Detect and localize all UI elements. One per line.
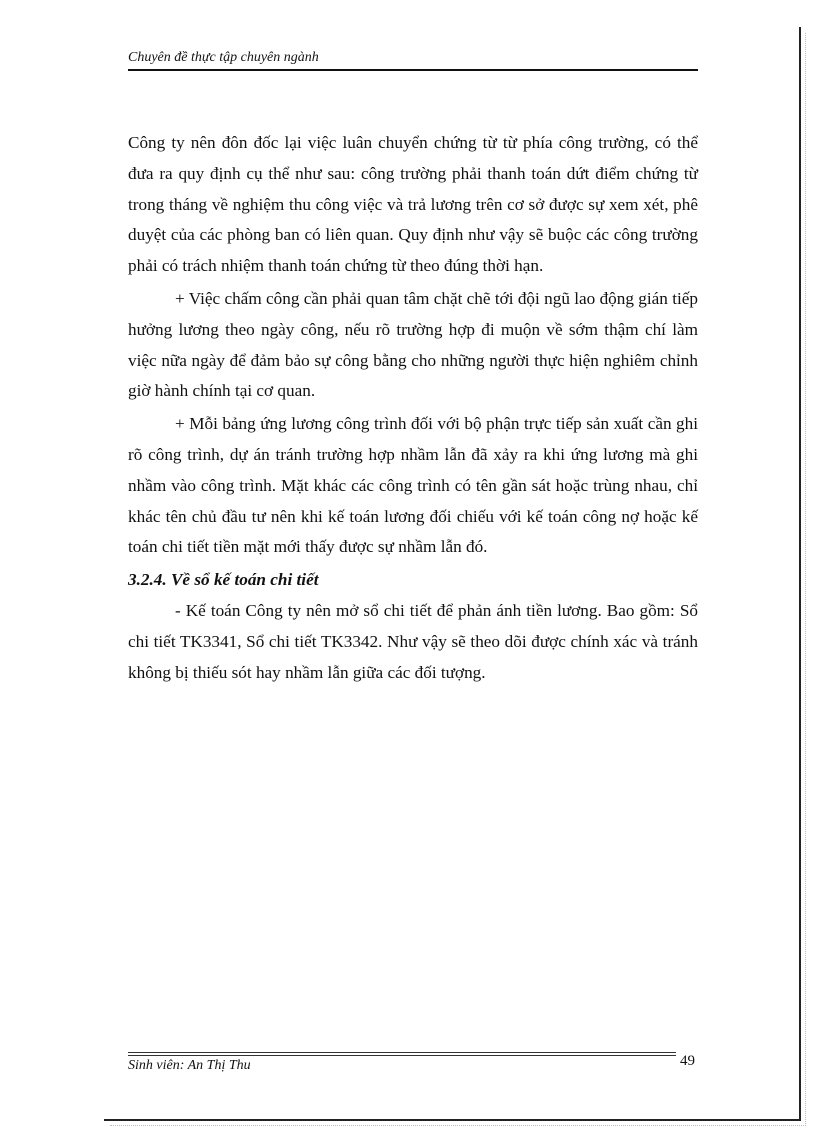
page-number: 49 — [680, 1053, 695, 1069]
paragraph-1: Công ty nên đôn đốc lại việc luân chuyển chứng từ từ phía công trường, có thể đưa ra quy định cụ thể như sau: công trường phải thanh toán dứt điểm chứng từ trong tháng về nghiệm thu công việc và trả lương trên cơ sở được sự xem xét, phê duyệt của các phòng ban có liên quan. Quy định như vậy sẽ buộc các công trường phải có trách nhiệm thanh toán chứng từ theo đúng thời hạn. — [128, 133, 698, 276]
paragraph-2: + Việc chấm công cần phải quan tâm chặt chẽ tới đội ngũ lao động gián tiếp hưởng lương theo ngày công, nếu rõ trường hợp đi muộn về sớm thậm chí làm việc nữa ngày để đảm bảo sự công bằng cho những người thực hiện nghiêm chỉnh giờ hành chính tại cơ quan. — [128, 288, 698, 401]
running-header — [128, 49, 698, 71]
body-text — [128, 128, 698, 688]
footer-student: Sinh viên: An Thị Thu — [128, 1058, 251, 1073]
header-title: Chuyên đề thực tập chuyên ngành — [128, 50, 319, 65]
section-heading: 3.2.4. Về sổ kế toán chi tiết — [128, 570, 319, 590]
footer-rule — [128, 1052, 676, 1053]
paragraph-3: + Mỗi bảng ứng lương công trình đối với bộ phận trực tiếp sản xuất cần ghi rõ công trình, dự án tránh trường hợp nhầm lẫn đã xảy ra khi ứng lương mà ghi nhầm vào công trình. Mặt khác các công trình có tên gần sát hoặc trùng nhau, chỉ khác tên chủ đầu tư nên khi kế toán lương đối chiếu với kế toán công nợ hoặc kế toán chi tiết tiền mặt mới thấy được sự nhầm lẫn đó. — [128, 414, 698, 557]
paragraph-4: - Kế toán Công ty nên mở sổ chi tiết để phản ánh tiền lương. Bao gồm: Sổ chi tiết TK3341, Sổ chi tiết TK3342. Như vậy sẽ theo dõi được chính xác và tránh không bị thiếu sót hay nhầm lẫn giữa các đối tượng. — [128, 600, 698, 682]
footer-rule-double — [128, 1055, 676, 1056]
